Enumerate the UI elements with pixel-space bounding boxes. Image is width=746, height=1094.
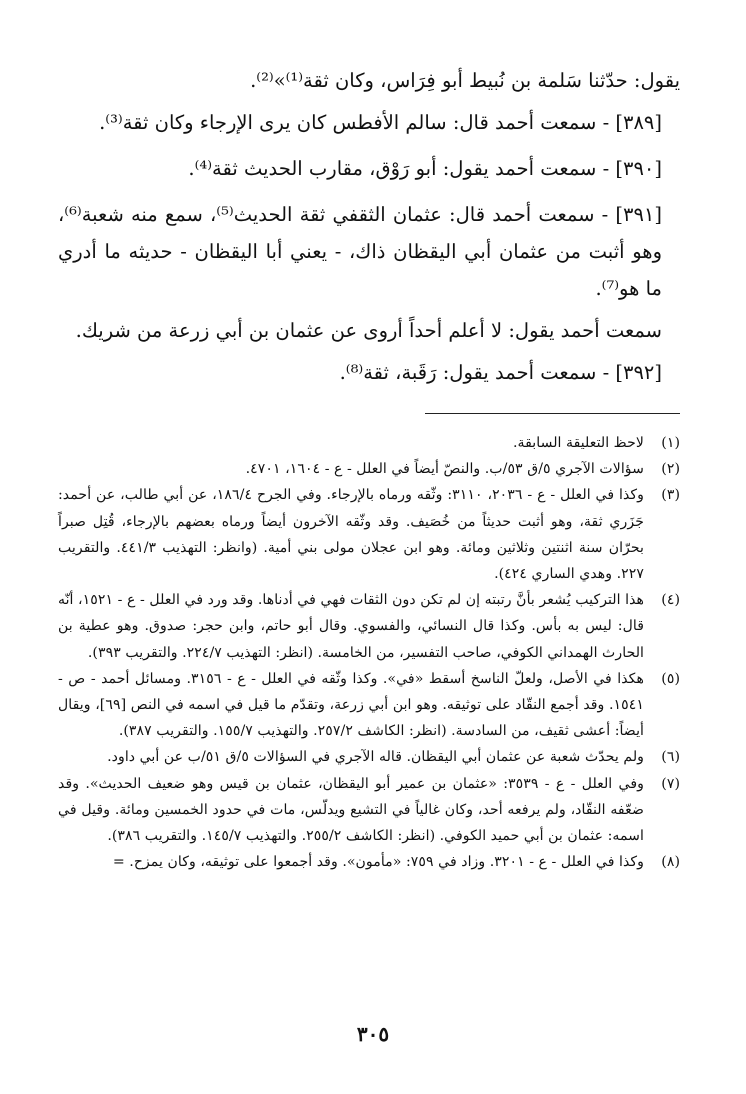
footnote (58, 430, 680, 456)
text-line-1: يقول: حدّثنا سَلمة بن نُبيط أبو فِرَاس، وكان ثقة⁽¹⁾»⁽²⁾. (250, 69, 680, 92)
footnote-number: (٣) (661, 487, 680, 504)
footnote-text: هكذا في الأصل، ولعلّ الناسخ أسقط «في». وكذا وثّقه في العلل - ع - ٣١٥٦. ومسائل أحمد - ص - ١٥٤١. وقد أجمع النقّاد على توثيقه. وهو ابن أبي زرعة، وتقدّم ما قيل في اسمه في النص [٦٩]، ويقال أيضاً: أعشى ثقيف، من السادسة. (انظر: الكاشف ٢٥٧/٢. والتهذيب ١٥٥/٧. والتقريب ٣٨٧). (58, 670, 644, 740)
footnote-text: وفي العلل - ع - ٣٥٣٩: «عثمان بن عمير أبو اليقظان، عثمان بن قيس وهو ضعيف الحديث». وقد ضعّفه النقّاد، ولم يرفعه أحد، وكان غالياً في التشيع ويدلّس، مات في حدود الخمسين ومائة. وقيل في اسمه: عثمان بن أبي حميد الكوفي. (انظر: الكاشف ٢٥٥/٢. والتهذيب ١٤٥/٧. والتقريب ٣٨٦). (58, 775, 644, 845)
entry-389: [٣٨٩] - سمعت أحمد قال: سالم الأفطس كان يرى الإرجاء وكان ثقة⁽³⁾. (99, 111, 662, 134)
footnote (58, 849, 680, 875)
footnote-number: (٨) (661, 854, 680, 871)
footnote-number: (٦) (661, 749, 680, 766)
page-number: ٣٠٥ (356, 1022, 390, 1046)
entry-391: [٣٩١] - سمعت أحمد قال: عثمان الثقفي ثقة الحديث⁽⁵⁾، سمع منه شعبة⁽⁶⁾، وهو أثبت من عثمان أبي اليقظان ذاك، - يعني أبا اليقظان - حديثه ما أدري ما هو⁽⁷⁾. (58, 203, 663, 300)
footnote (58, 456, 680, 482)
main-text (58, 62, 680, 396)
entry-392: [٣٩٢] - سمعت أحمد يقول: رَقَبة، ثقة⁽⁸⁾. (339, 361, 662, 384)
footnotes (58, 430, 680, 875)
footnote-number: (٧) (661, 775, 680, 792)
footnote-number: (٤) (661, 592, 680, 609)
footnote-text: وكذا في العلل - ع - ٢٠٣٦، ٣١١٠: وثّقه ورماه بالإرجاء. وفي الجرح ١٨٦/٤، عن أبي طالب، عن أحمد: جَزَري ثقة، وهو أثبت حديثاً من خُصَيف. وقد وثّقه الآخرون أيضاً ورماه بعضهم بالإرجاء، قُتِل صبراً بحرّان سنة اثنتين وثلاثين ومائة. وهو ابن عجلان مولى بني أمية. (وانظر: التهذيب ٤٤١/٣. والتقريب ٢٢٧. وهدي الساري ٤٢٤). (58, 487, 645, 583)
footnote-number: (٥) (661, 670, 680, 687)
footnote (58, 744, 680, 770)
footnote-separator (425, 413, 680, 414)
footnote (58, 666, 680, 745)
footnote-text: سؤالات الآجري ٥/ق ٥٣/ب. والنصّ أيضاً في العلل - ع - ١٦٠٤، ٤٧٠١. (245, 461, 644, 478)
footnote-text: لاحظ التعليقة السابقة. (513, 435, 644, 451)
footnote (58, 482, 680, 587)
footnote-number: (١) (661, 435, 680, 451)
footnote-number: (٢) (661, 461, 680, 478)
footnote (58, 587, 680, 666)
footnote-text: ولم يحدّث شعبة عن عثمان أبي اليقظان. قاله الآجري في السؤالات ٥/ق ٥١/ب عن أبي داود. (107, 749, 644, 766)
footnote (58, 771, 680, 850)
entry-390: [٣٩٠] - سمعت أحمد يقول: أبو رَوْق، مقارب الحديث ثقة⁽⁴⁾. (188, 157, 662, 180)
footnote-text: وكذا في العلل - ع - ٣٢٠١. وزاد في ٧٥٩: «مأمون». وقد أجمعوا على توثيقه، وكان يمزح. = (112, 854, 644, 871)
entry-391-continuation: سمعت أحمد يقول: لا أعلم أحداً أروى عن عثمان بن أبي زرعة من شريك. (75, 319, 662, 342)
footnote-text: هذا التركيب يُشعر بأنَّ رتبته إن لم تكن دون الثقات فهي في أدناها. وقد ورد في العلل - ع - ١٥٢١، أنّه قال: ليس به بأس. وكذا قال النسائي، والفسوي. وقال أبو حاتم، وابن حجر: صدوق. وهو عطية بن الحارث الهمداني الكوفي، صاحب التفسير، من الخامسة. (انظر: التهذيب ٢٢٤/٧. والتقريب ٣٩٣). (58, 592, 645, 661)
